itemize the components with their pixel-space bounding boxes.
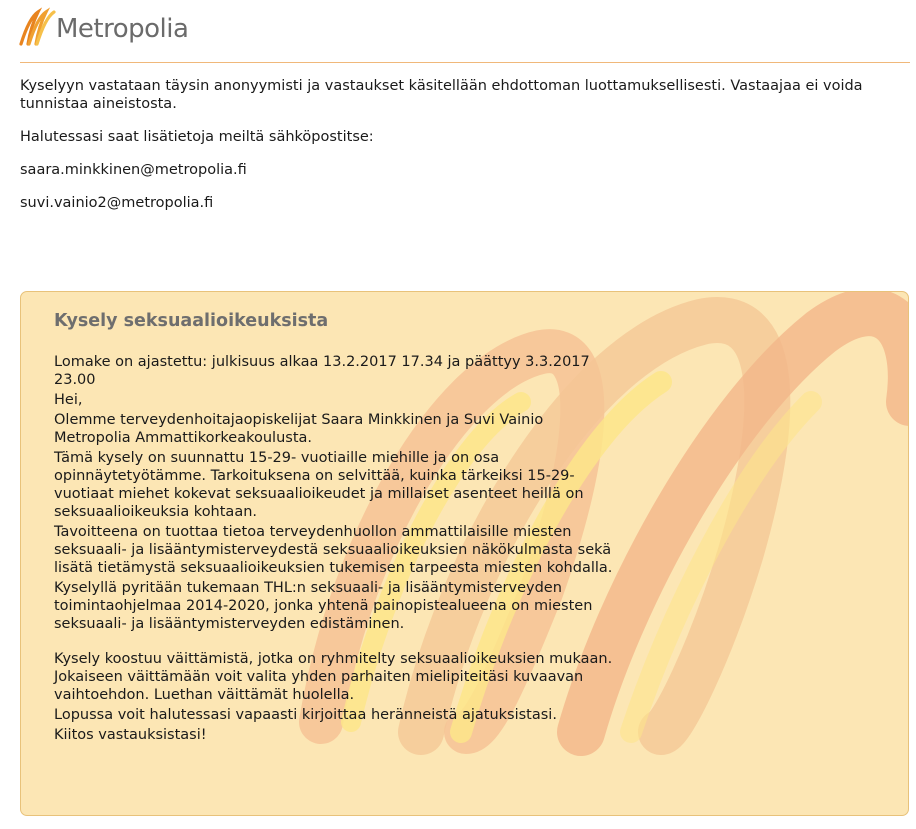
target-paragraph: Tämä kysely on suunnattu 15-29- vuotiaille miehille ja on osa opinnäytetyötämme. Tarkoituksena on selvittää, kuinka tärkeiksi 15-29- vuotiaat miehet kokevat seksuaalioikeudet ja millaiset asenteet heillä on seksuaalioikeuksia kohtaan.	[54, 450, 584, 520]
greeting-text: Hei,	[54, 392, 83, 408]
metropolia-logo	[18, 6, 188, 46]
contact-email-1: saara.minkkinen@metropolia.fi	[20, 162, 247, 178]
thl-paragraph: Kyselyllä pyritään tukemaan THL:n seksuaali- ja lisääntymisterveyden toimintaohjelmaa 2014-2020, jonka yhtenä painopistealueena on miesten seksuaali- ja lisääntymisterveyden edistäminen.	[54, 580, 593, 632]
header-divider	[20, 62, 910, 63]
intro-contact-text: Halutessasi saat lisätietoja meiltä sähköpostitse:	[20, 129, 374, 145]
intro-section	[20, 77, 910, 227]
goal-paragraph: Tavoitteena on tuottaa tietoa terveydenhuollon ammattilaisille miesten seksuaali- ja lisääntymisterveydestä seksuaalioikeuksien näkökulmasta sekä lisätä tietämystä seksuaalioikeuksien tukemisen tarpeesta miesten kohdalla.	[54, 524, 613, 576]
survey-title: Kysely seksuaalioikeuksista	[54, 311, 329, 331]
survey-info-card	[20, 291, 909, 816]
authors-paragraph: Olemme terveydenhoitajaopiskelijat Saara Minkkinen ja Suvi Vainio Metropolia Ammattikorkeakoulusta.	[54, 412, 544, 446]
instructions-paragraph: Kysely koostuu väittämistä, jotka on ryhmitelty seksuaalioikeuksien mukaan. Jokaiseen väittämään voit valita yhden parhaiten mielipiteitäsi kuvaavan vaihtoehdon. Luethan väittämät huolella.	[54, 651, 613, 703]
contact-email-2: suvi.vainio2@metropolia.fi	[20, 195, 214, 211]
free-text-paragraph: Lopussa voit halutessasi vapaasti kirjoittaa heränneistä ajatuksistasi.	[54, 707, 557, 723]
card-content	[54, 310, 614, 746]
thanks-text: Kiitos vastauksistasi!	[54, 727, 207, 743]
schedule-text: Lomake on ajastettu: julkisuus alkaa 13.2.2017 17.34 ja päättyy 3.3.2017 23.00	[54, 354, 590, 388]
intro-anonymity-text: Kyselyyn vastataan täysin anonyymisti ja vastaukset käsitellään ehdottoman luottamuksellisesti. Vastaajaa ei voida tunnistaa aineistosta.	[20, 78, 863, 112]
metropolia-swoosh-icon	[18, 6, 56, 46]
logo-text: Metropolia	[56, 14, 189, 44]
